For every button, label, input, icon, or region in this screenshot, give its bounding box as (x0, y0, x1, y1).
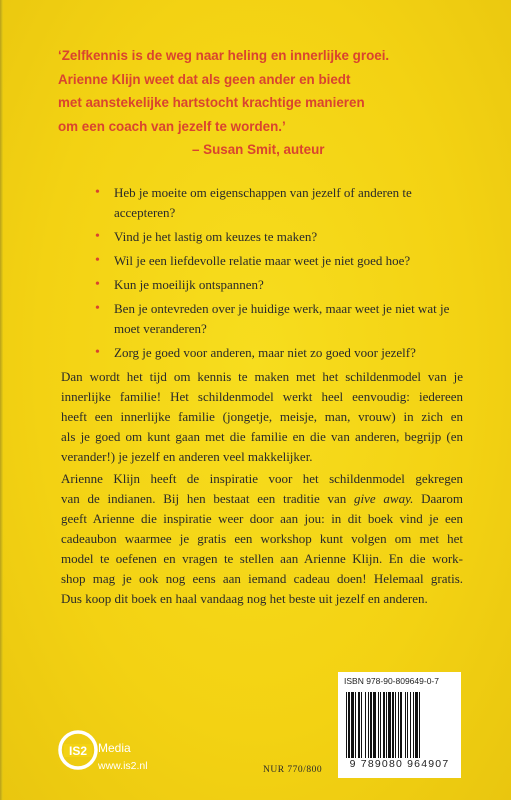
list-item: • Vind je het lastig om keuzes te maken? (114, 227, 474, 247)
list-item: • Wil je een liefdevolle relatie maar weet je niet goed hoe? (114, 251, 474, 271)
paragraph-line: cadeaubon waarmee je gratis een workshop kunt volgen om met het (61, 531, 463, 546)
bullet-icon: • (95, 277, 100, 292)
author-paragraph (61, 469, 463, 609)
paragraph-line: shop mag je ook nog eens aan iemand cadeau doen! Helemaal gratis. (61, 571, 463, 586)
paragraph-line: Dus koop dit boek en haal vandaag nog het beste uit jezelf en anderen. (61, 591, 428, 606)
bullet-icon: • (95, 229, 100, 244)
barcode-digits: 9 789080 964907 (349, 758, 450, 770)
paragraph-line: geeft Arienne die inspiratie weer door aan jou: in dit boek vind je een (61, 511, 463, 526)
quote-author: – Susan Smit, auteur (192, 142, 325, 157)
paragraph-line: innerlijke familie! Het schildenmodel werkt heel eenvoudig: iedereen (61, 389, 463, 404)
question-list (95, 183, 474, 367)
list-item: • Kun je moeilijk ontspannen? (114, 275, 474, 295)
svg-text:IS2: IS2 (68, 744, 88, 758)
barcode-icon (346, 692, 453, 758)
publisher-logo (58, 730, 98, 775)
list-item: • Ben je ontevreden over je huidige werk, maar weet je niet wat je moet veranderen? (95, 301, 450, 336)
bullet-icon: • (95, 301, 100, 316)
quote-line: Arienne Klijn weet dat als geen ander en biedt (58, 71, 351, 87)
cover-edge (0, 0, 3, 800)
paragraph-line: Dan wordt het tijd om kennis te maken met het schildenmodel van je (61, 369, 463, 384)
publisher-media-label: Media (98, 741, 131, 755)
list-item: • Heb je moeite om eigenschappen van jezelf of anderen te accepteren? (95, 185, 412, 220)
paragraph-line: verander!) je jezelf en anderen veel makkelijker. (61, 449, 313, 464)
bullet-icon: • (95, 185, 100, 200)
paragraph-line: van de indianen. Bij hen bestaat een traditie van give away. Daarom (61, 491, 463, 506)
isbn-label: ISBN 978-90-809649-0-7 (344, 676, 439, 686)
quote-line: om een coach van jezelf te worden.’ (58, 118, 286, 134)
endorsement-quote (58, 44, 478, 162)
quote-line: met aanstekelijke hartstocht krachtige manieren (58, 95, 365, 110)
isbn-barcode-box (338, 672, 461, 778)
quote-line: ‘Zelfkennis is de weg naar heling en innerlijke groei. (58, 48, 390, 63)
bullet-icon: • (95, 253, 100, 268)
paragraph-line: model te oefenen en vragen te stellen aan Arienne Klijn. En die work- (61, 551, 463, 566)
is2-logo-icon (58, 730, 98, 770)
nur-code: NUR 770/800 (263, 765, 323, 775)
paragraph-line: heeft een innerlijke familie (jongetje, meisje, man, vrouw) in zich en (61, 409, 463, 424)
paragraph-line: Arienne Klijn heeft de inspiratie voor het schildenmodel gekregen (61, 471, 463, 486)
publisher-url: www.is2.nl (98, 760, 148, 772)
list-item: • Zorg je goed voor anderen, maar niet zo goed voor jezelf? (114, 343, 474, 363)
bullet-icon: • (95, 345, 100, 360)
paragraph-line: als je goed om kunt gaan met die familie en die van anderen, begrijp (en (61, 429, 463, 444)
intro-paragraph (61, 367, 463, 467)
